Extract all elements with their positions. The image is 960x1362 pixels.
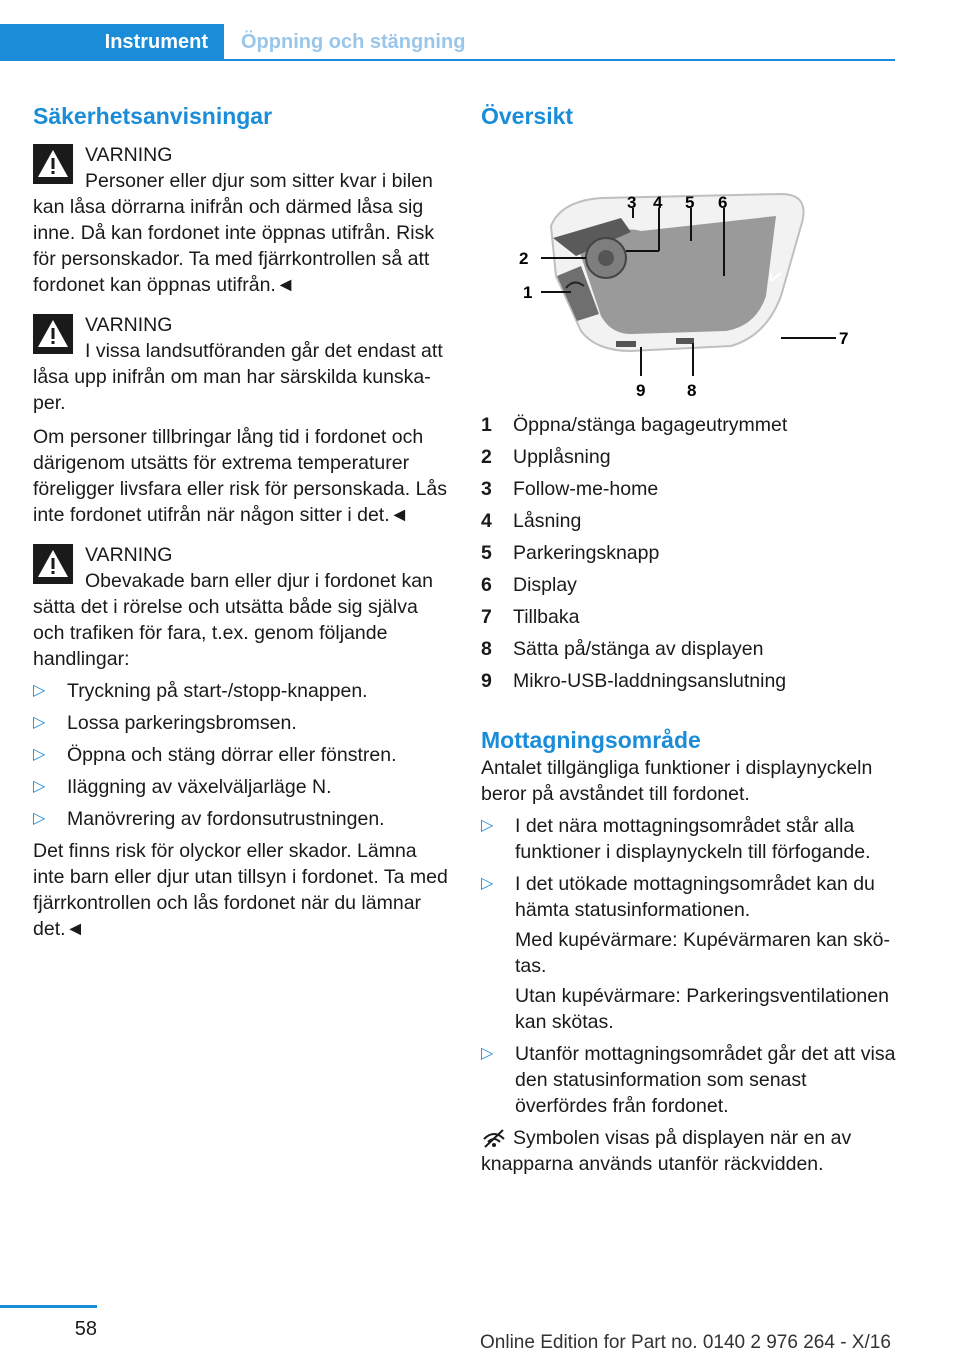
figure-label: 1 [523, 283, 533, 302]
warning-icon [33, 144, 73, 184]
section-title-overview: Översikt [481, 103, 574, 129]
out-of-range-icon [481, 1127, 507, 1149]
figure-label: 7 [839, 329, 849, 348]
page-number: 58 [74, 1318, 97, 1340]
bullet-triangle-icon: ▷ [33, 810, 46, 827]
header-bar [0, 24, 895, 62]
warning-text: Personer eller djur som sitter kvar i bilen kan låsa dörrarna inifrån och därmed låsa sig inne. Då kan fordonet inte öppnas utifrån. Risk för personskador. Ta med fjärrkontrollen så att fordonet kan öppnas utifrån.◄ [33, 170, 435, 296]
display-key-figure [481, 146, 896, 400]
figure-label: 8 [687, 381, 697, 400]
list-item: ▷ Lossa parkeringsbromsen. [33, 712, 297, 734]
left-column [33, 100, 448, 956]
warning-text: I vissa landsutföranden går det endast att låsa upp inifrån om man har särskilda kunska-per. [33, 340, 443, 414]
warning-head: VARNING [85, 144, 173, 166]
symbol-note-text: Symbolen visas på displayen när en av knapparna används utanför räckvidden. [481, 1127, 852, 1175]
warning-icon [33, 314, 73, 354]
footer-line [0, 1305, 97, 1308]
tab-instrument[interactable]: Instrument [0, 24, 224, 61]
list-item: ▷ Utanför mottagningsområdet går det att visa den statusinformation som senast överfördes från fordonet. [481, 1043, 896, 1117]
bullet-triangle-icon: ▷ [33, 682, 46, 699]
tab-oppning[interactable]: Öppning och stängning [241, 31, 466, 53]
bullet-triangle-icon: ▷ [33, 746, 46, 763]
legend-row: 7 Tillbaka [481, 606, 580, 628]
header-divider [0, 59, 895, 61]
legend-row: 3 Follow-me-home [481, 478, 659, 500]
list-item: ▷ I det utökade mottagningsområdet kan du hämta statusinformationen. Med kupévärmare: Kupévärmaren kan skö-tas. Utan kupévärmare: Parkeringsventilationen kan skötas. [481, 871, 896, 1035]
figure-label: 4 [653, 193, 663, 212]
warning-text-2: Om personer tillbringar lång tid i fordonet och därigenom utsätts för extrema temperaturer föreligger livsfara eller risk för personskada. Lås inte fordonet utifrån när någon sitter i det.◄ [33, 426, 448, 526]
warning-icon [33, 544, 73, 584]
warning-block-3 [33, 542, 448, 942]
list-item: ▷ Öppna och stäng dörrar eller fönstren. [33, 744, 397, 766]
legend-row: 8 Sätta på/stänga av displayen [481, 638, 764, 660]
warning-block-1 [33, 142, 448, 298]
warning-bullet-list [33, 678, 448, 832]
legend-row: 1 Öppna/stänga bagageutrymmet [481, 414, 788, 436]
list-item: ▷ Manövrering av fordonsutrustningen. [33, 808, 385, 830]
warning-head: VARNING [85, 544, 173, 566]
section-title-safety: Säkerhetsanvisningar [33, 103, 273, 129]
legend-row: 4 Låsning [481, 510, 582, 532]
list-item: ▷ Tryckning på start-/stopp-knappen. [33, 680, 368, 702]
figure-label: 5 [685, 193, 695, 212]
warning-block-2 [33, 312, 448, 528]
bullet-triangle-icon: ▷ [481, 875, 494, 892]
figure-label: 6 [718, 193, 728, 212]
range-bullet-list [481, 813, 896, 1119]
warning-head: VARNING [85, 314, 173, 336]
sub-text-heater: Med kupévärmare: Kupévärmaren kan skö-tas. [515, 929, 891, 977]
legend-list [481, 409, 896, 697]
range-intro: Antalet tillgängliga funktioner i displaynyckeln beror på avståndet till fordonet. [481, 757, 873, 805]
legend-row: 9 Mikro-USB-laddningsanslutning [481, 670, 787, 692]
legend-row: 2 Upplåsning [481, 446, 611, 468]
bullet-triangle-icon: ▷ [481, 817, 494, 834]
section-title-range: Mottagningsområde [481, 727, 701, 753]
legend-row: 6 Display [481, 574, 577, 596]
bullet-triangle-icon: ▷ [481, 1045, 494, 1062]
figure-label: 3 [627, 193, 637, 212]
symbol-note [481, 1125, 896, 1177]
bullet-triangle-icon: ▷ [33, 778, 46, 795]
figure-label: 2 [519, 249, 529, 268]
edition-text: Online Edition for Part no. 0140 2 976 264 - X/16 [480, 1332, 891, 1353]
list-item: ▷ I det nära mottagningsområdet står alla funktioner i displaynyckeln till förfogande. [481, 815, 871, 863]
legend-row: 5 Parkeringsknapp [481, 542, 660, 564]
sub-text-ventilation: Utan kupévärmare: Parkeringsventilationen kan skötas. [515, 985, 889, 1033]
bullet-triangle-icon: ▷ [33, 714, 46, 731]
figure-label: 9 [636, 381, 646, 400]
warning-text: Obevakade barn eller djur i fordonet kan sätta det i rörelse och utsätta både sig själva och trafiken för fara, t.ex. genom följande handlingar: [33, 570, 433, 670]
closing-text: Det finns risk för olyckor eller skador. Lämna inte barn eller djur utan tillsyn i fordonet. Ta med fjärrkontrollen och lås fordonet när du lämnar det.◄ [33, 840, 448, 940]
list-item: ▷ Iläggning av växelväljarläge N. [33, 776, 332, 798]
right-column [481, 100, 896, 1177]
